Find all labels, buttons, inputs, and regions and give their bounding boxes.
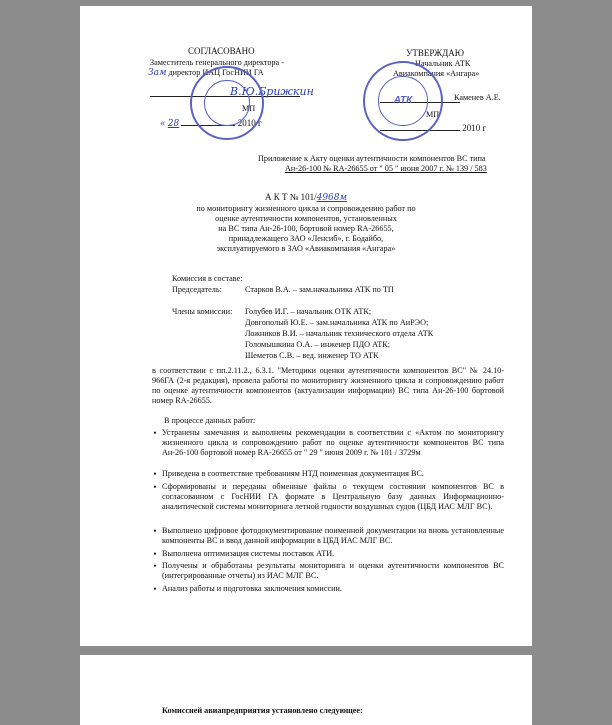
signature-name-left: В.Ю.Брижкин: [230, 85, 314, 98]
date-right-year: 2010 г: [462, 123, 487, 133]
act-title-line3: на ВС типа Ан-26-100, бортовой номер RA-26655,: [218, 224, 394, 233]
document-page-1: [80, 6, 532, 646]
bullet-marker: •: [153, 549, 157, 559]
bullet-item: Сформированы и переданы обменные файлы о текущем состоянии компонентов ВС в согласованном с ГосНИИ ГА формате в Центральную базу данных Информационно-аналитической системы мониторинга летной годности воздушных судов (ЦБД ИАС МЛГ ВС).: [162, 482, 504, 511]
round-stamp-right: [363, 61, 443, 141]
approve-position-line2: Авиакомпания «Ангара»: [393, 69, 480, 78]
date-left-day: 28: [167, 119, 180, 129]
bullet-marker: •: [153, 584, 157, 594]
approve-name: Каменев А.Е.: [454, 93, 501, 102]
member-item: Голубев И.Г. – начальник ОТК АТК;: [245, 307, 372, 316]
member-item: Шеметов С.В. – вед. инженер ТО АТК: [245, 351, 379, 360]
handwritten-prefix: Зам: [148, 68, 167, 78]
bullet-marker: •: [153, 561, 157, 571]
commission-heading: Комиссия в составе:: [172, 274, 243, 283]
stamp-right-center: АТК: [378, 76, 427, 125]
mp-right: МП: [426, 110, 440, 119]
bullet-marker: •: [153, 428, 157, 438]
round-stamp-left: [190, 66, 264, 140]
bullet-item: Анализ работы и подготовка заключения комиссии.: [162, 584, 342, 593]
act-number: [80, 192, 532, 204]
stamp-left-center: [204, 80, 249, 125]
intro-paragraph: в соответствии с пп.2.11.2., 6.3.1. "Методики оценки аутентичности компонентов ВС" № 24.10-966ГА (2-я редакция), провела работы по мониторингу жизненного цикла и сопровождению работ по оценке аутентичности компонентов (актуализации информации) ВС типа Ан-26-100 бортовой номер RA-26655.: [152, 366, 504, 405]
chair-name: Старков В.А. – зам.начальника АТК по ТП: [245, 285, 394, 294]
act-title-line4: принадлежащего ЗАО «Ленсиб», г. Бодайбо,: [228, 234, 384, 243]
approve-title: УТВЕРЖДАЮ: [406, 48, 465, 58]
bullet-marker: •: [153, 526, 157, 536]
member-item: Голомышкина О.А. – инженер ПДО АТК;: [245, 340, 391, 349]
bullet-item: Приведена в соответствие требованиям НТД поименная документация ВС.: [162, 469, 424, 478]
appendix-line1: Приложение к Акту оценки аутентичности компонентов ВС типа: [258, 154, 486, 163]
bullet-marker: •: [153, 482, 157, 492]
act-number-handwritten: 4968м: [316, 193, 347, 203]
bullet-item: Выполнена оптимизация системы поставок АТИ.: [162, 549, 335, 558]
member-item: Ложников В.И. – начальник технического отдела АТК: [245, 329, 434, 338]
agreed-position-text: директор ИАЦ ГосНИИ ГА: [168, 68, 264, 77]
date-left-year: 2010 г: [237, 118, 262, 128]
date-left-quote: «: [160, 119, 166, 129]
findings-heading: Комиссией авиапредприятия установлено следующее:: [162, 706, 363, 715]
agreed-title: СОГЛАСОВАНО: [188, 46, 255, 56]
member-item: Довгополый Ю.Е. – зам.начальника АТК по АиРЭО;: [245, 318, 429, 327]
agreed-position-line1: Заместитель генерального директора -: [150, 58, 284, 67]
act-title-line2: оценке аутентичности компонентов, установленных: [215, 214, 397, 223]
bullet-item: Выполнено цифровое фотодокументирование поименной документации на вновь установленные компоненты ВС и ввод данной информации в ЦБД ИАС МЛГ ВС.: [162, 526, 504, 545]
mp-left: МП: [242, 104, 256, 113]
chair-label: Председатель:: [172, 285, 222, 294]
act-title-line5: эксплуатируемого в ЗАО «Авиакомпания «Ангара»: [216, 244, 396, 253]
act-title-line1: по мониторингу жизненного цикла и сопровождению работ по: [196, 204, 416, 213]
bullet-item: Устранены замечания и выполнены рекомендации в соответствии с «Актом по мониторингу жизненного цикла и сопровождению работ по оценке аутентичности компонентов ВС типа Ан-26-100 бортовой номер RA-26655 от " 29 " июня 2009 г. № 101 / 3729м: [162, 428, 504, 457]
act-number-prefix: А К Т № 101/: [265, 192, 317, 202]
bullet-item: Получены и обработаны результаты мониторинга и оценки аутентичности компонентов ВС (интегрированные отчеты) из ИАС МЛГ ВС.: [162, 561, 504, 580]
members-label: Члены комиссии:: [172, 307, 233, 316]
appendix-line2: Ан-26-100 № RA-26655 от " 05 " июня 2007 г. № 139 / 583: [285, 164, 487, 173]
bullet-marker: •: [153, 469, 157, 479]
approve-position-line1: Начальник АТК: [415, 59, 471, 68]
process-heading: В процессе данных работ:: [164, 416, 256, 425]
